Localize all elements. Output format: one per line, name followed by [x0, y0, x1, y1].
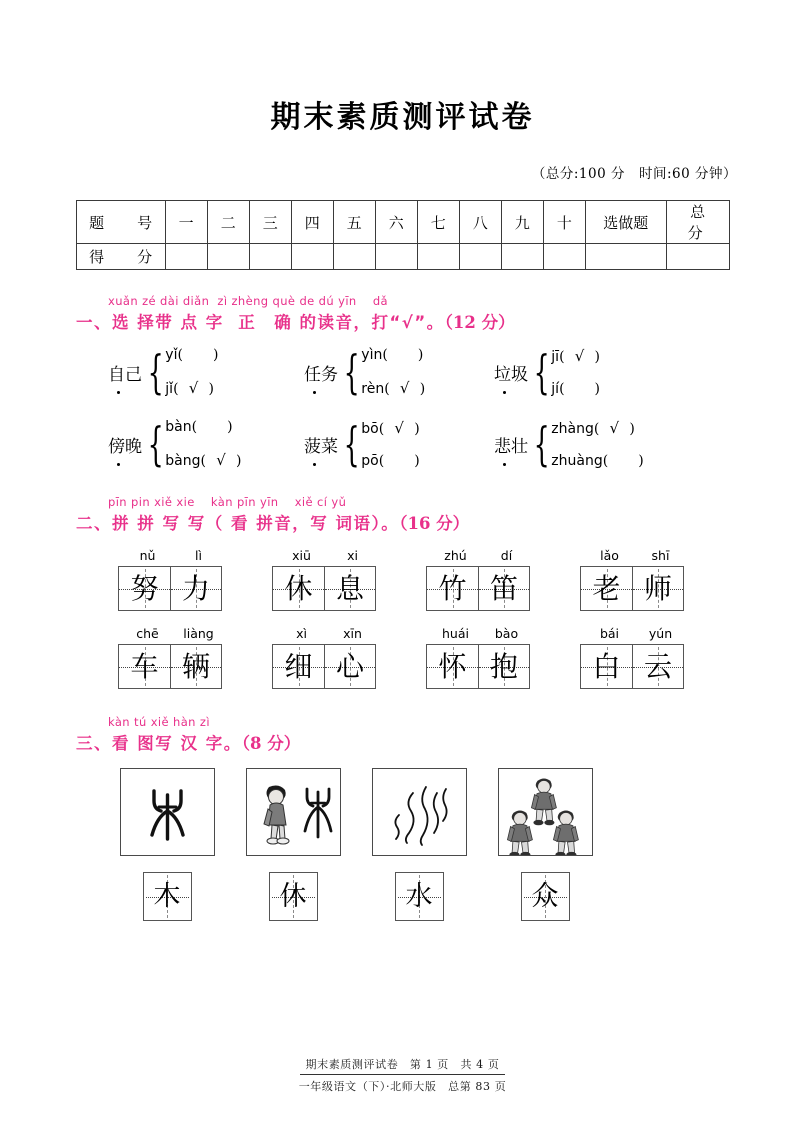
tianzi-cell[interactable]: 努	[119, 567, 170, 610]
section-one-heading	[76, 309, 805, 333]
brace-icon: {	[147, 416, 164, 471]
section-two-heading	[76, 510, 805, 534]
picture-slot-1	[104, 768, 230, 856]
choice-item-beizhuang	[494, 416, 644, 471]
choice-options	[165, 419, 241, 469]
choice-option[interactable]: yìn( )	[361, 347, 424, 363]
answer-slot-1	[104, 872, 230, 921]
footer-line-2: 一年级语文（下）·北师大版 总第 83 页	[298, 1080, 507, 1093]
tianzi-cell[interactable]: 车	[119, 645, 170, 688]
exam-meta-subtitle: （总分:100 分 时间:60 分钟）	[531, 166, 737, 182]
picture-box	[498, 768, 593, 856]
picture-row	[76, 768, 805, 856]
choice-option[interactable]: jǐ( √ )	[165, 379, 214, 397]
choice-row-1	[76, 344, 805, 399]
picture-box	[372, 768, 467, 856]
word-row-1	[76, 548, 805, 611]
tianzi-cell[interactable]: 老	[581, 567, 632, 610]
section-two	[76, 495, 805, 689]
section-three-points: （8 分）	[241, 734, 301, 753]
tianzi-grid[interactable]	[426, 644, 530, 689]
word-row-2	[76, 626, 805, 689]
section-one-pinyin: xuǎn zé dài diǎn zì zhèng què de dú yīn dǎ	[108, 294, 388, 308]
check-mark[interactable]: √	[574, 347, 585, 365]
footer-line-1: 期末素质测评试卷 第 1 页 共 4 页	[300, 1056, 506, 1075]
score-col-3: 三	[249, 201, 291, 244]
score-input-6[interactable]	[375, 244, 417, 270]
answer-char: 水	[405, 881, 433, 912]
three-people-icon	[499, 769, 592, 855]
brace-icon: {	[343, 416, 360, 471]
choice-option[interactable]: pō( )	[361, 453, 420, 469]
tianzi-cell[interactable]: 竹	[427, 567, 478, 610]
tianzi-cell[interactable]: 息	[324, 567, 375, 610]
table-row-question-numbers	[76, 201, 729, 244]
section-three-title: 看 图写 汉 字。	[112, 734, 242, 753]
flowing-water-icon	[373, 769, 466, 855]
score-input-optional[interactable]	[585, 244, 666, 270]
word-pinyin: xiū xi	[292, 548, 358, 563]
emphasis-dot-icon	[313, 391, 316, 394]
word-item-xixin	[272, 626, 426, 689]
check-mark[interactable]: √	[394, 419, 404, 437]
section-three-number: 三、	[76, 734, 112, 753]
word-pinyin: nǔ lì	[139, 548, 202, 563]
emphasis-dot-icon	[503, 391, 506, 394]
word-pinyin: xì xīn	[296, 626, 362, 641]
score-table-label-score: 得 分	[76, 244, 165, 270]
tianzi-cell[interactable]: 抱	[478, 645, 529, 688]
score-table-label-question: 题 号	[76, 201, 165, 244]
choice-item-laji	[494, 344, 600, 399]
check-mark[interactable]: √	[399, 379, 410, 397]
choice-item-bangwan	[108, 416, 304, 471]
score-input-1[interactable]	[165, 244, 207, 270]
brace-icon: {	[533, 416, 550, 471]
brace-icon: {	[147, 344, 164, 399]
word-item-cheliang	[118, 626, 272, 689]
emphasis-dot-icon	[313, 463, 316, 466]
choice-option[interactable]: yǐ( )	[165, 347, 219, 363]
answer-slot-2	[230, 872, 356, 921]
score-input-8[interactable]	[459, 244, 501, 270]
choice-option[interactable]: rèn( √ )	[361, 379, 426, 397]
choice-option[interactable]: jí( )	[551, 381, 600, 397]
table-row-scores	[76, 244, 729, 270]
choice-item-bocai	[304, 416, 494, 471]
score-col-5: 五	[333, 201, 375, 244]
choice-options	[551, 419, 643, 469]
tianzi-grid[interactable]	[580, 644, 684, 689]
score-col-10: 十	[543, 201, 585, 244]
choice-word: 傍晚	[108, 432, 144, 457]
choice-option[interactable]: bàng( √ )	[165, 451, 242, 469]
score-table-wrapper	[0, 200, 805, 270]
section-one-points: （12 分）	[444, 313, 515, 332]
word-item-nuli	[118, 548, 272, 611]
picture-box	[246, 768, 341, 856]
score-input-10[interactable]	[543, 244, 585, 270]
word-pinyin: bái yún	[599, 626, 673, 641]
tianzi-grid[interactable]	[118, 566, 222, 611]
choice-option[interactable]: zhàng( √ )	[551, 419, 635, 437]
score-col-optional: 选做题	[585, 201, 666, 244]
section-three-pinyin: kàn tú xiě hàn zì	[108, 715, 210, 729]
section-one	[76, 294, 805, 469]
tianzi-grid[interactable]	[580, 566, 684, 611]
picture-slot-4	[482, 768, 608, 856]
word-item-xiuxi	[272, 548, 426, 611]
tianzi-grid[interactable]	[272, 644, 376, 689]
score-col-8: 八	[459, 201, 501, 244]
tianzi-cell[interactable]: 云	[632, 645, 683, 688]
brace-icon: {	[343, 344, 360, 399]
answer-box[interactable]	[521, 872, 570, 921]
choice-word: 悲壮	[494, 432, 530, 457]
score-input-9[interactable]	[501, 244, 543, 270]
tianzi-grid[interactable]	[426, 566, 530, 611]
choice-word: 自己	[108, 360, 144, 385]
choice-item-renwu	[304, 344, 494, 399]
section-two-points: （16 分）	[399, 514, 470, 533]
choice-word: 垃圾	[494, 360, 530, 385]
score-col-6: 六	[375, 201, 417, 244]
answer-char: 众	[531, 881, 559, 912]
emphasis-dot-icon	[117, 391, 120, 394]
tianzi-cell[interactable]: 白	[581, 645, 632, 688]
choice-word: 菠菜	[304, 432, 340, 457]
word-pinyin: chē liàng	[136, 626, 214, 641]
choice-item-ziji	[108, 344, 304, 399]
child-figure	[264, 786, 289, 844]
word-pinyin: zhú dí	[444, 548, 513, 563]
score-input-5[interactable]	[333, 244, 375, 270]
choice-word: 任务	[304, 360, 340, 385]
choice-row-2	[76, 416, 805, 471]
choice-option[interactable]: bō( √ )	[361, 419, 420, 437]
tianzi-grid[interactable]	[118, 644, 222, 689]
check-mark[interactable]: √	[188, 379, 199, 397]
brace-icon: {	[533, 344, 550, 399]
tianzi-cell[interactable]: 辆	[170, 645, 221, 688]
score-input-3[interactable]	[249, 244, 291, 270]
section-two-number: 二、	[76, 514, 112, 533]
tree-pictograph-icon	[121, 769, 214, 855]
page-title: 期末素质测评试卷	[270, 100, 535, 135]
emphasis-dot-icon	[503, 463, 506, 466]
person-resting-against-tree-icon	[247, 769, 340, 855]
score-col-1: 一	[165, 201, 207, 244]
section-one-title: 选 择带 点 字 正 确 的读音，打“√”。	[112, 313, 445, 332]
choice-options	[551, 347, 600, 397]
picture-box	[120, 768, 215, 856]
tianzi-cell[interactable]: 休	[273, 567, 324, 610]
emphasis-dot-icon	[117, 463, 120, 466]
tianzi-cell[interactable]: 心	[324, 645, 375, 688]
choice-options	[361, 347, 425, 397]
choice-options	[165, 347, 218, 397]
answer-box[interactable]	[269, 872, 318, 921]
tianzi-cell[interactable]: 细	[273, 645, 324, 688]
score-col-4: 四	[291, 201, 333, 244]
section-two-pinyin: pīn pin xiě xie kàn pīn yīn xiě cí yǔ	[108, 495, 347, 509]
word-pinyin: huái bào	[442, 626, 519, 641]
answer-slot-3	[356, 872, 482, 921]
score-input-2[interactable]	[207, 244, 249, 270]
word-item-zhudi	[426, 548, 580, 611]
tianzi-cell[interactable]: 笛	[478, 567, 529, 610]
check-mark[interactable]: √	[216, 451, 226, 469]
section-three-heading	[76, 730, 805, 754]
picture-slot-2	[230, 768, 356, 856]
word-item-baiyun	[580, 626, 734, 689]
score-col-2: 二	[207, 201, 249, 244]
page-footer	[0, 1056, 805, 1094]
word-pinyin: lǎo shī	[600, 548, 670, 563]
answer-char: 休	[279, 881, 307, 912]
score-input-4[interactable]	[291, 244, 333, 270]
choice-options	[361, 419, 419, 469]
tianzi-grid[interactable]	[272, 566, 376, 611]
answer-char: 木	[153, 881, 181, 912]
picture-slot-3	[356, 768, 482, 856]
section-one-number: 一、	[76, 313, 112, 332]
choice-option[interactable]: bàn( )	[165, 419, 233, 435]
answer-slot-4	[482, 872, 608, 921]
tianzi-cell[interactable]: 力	[170, 567, 221, 610]
choice-option[interactable]: zhuàng( )	[551, 453, 644, 469]
score-col-total: 总 分	[666, 201, 729, 244]
score-table	[76, 200, 730, 270]
word-item-huaibao	[426, 626, 580, 689]
section-three	[76, 715, 805, 921]
section-two-title: 拼 拼 写 写（ 看 拼音，写 词语）。	[112, 514, 400, 533]
answer-box[interactable]	[395, 872, 444, 921]
score-col-7: 七	[417, 201, 459, 244]
word-item-laoshi	[580, 548, 734, 611]
score-col-9: 九	[501, 201, 543, 244]
score-input-total[interactable]	[666, 244, 729, 270]
tianzi-cell[interactable]: 怀	[427, 645, 478, 688]
score-input-7[interactable]	[417, 244, 459, 270]
answer-box[interactable]	[143, 872, 192, 921]
check-mark[interactable]: √	[609, 419, 620, 437]
choice-option[interactable]: jī( √ )	[551, 347, 600, 365]
answer-row	[76, 872, 805, 921]
tianzi-cell[interactable]: 师	[632, 567, 683, 610]
